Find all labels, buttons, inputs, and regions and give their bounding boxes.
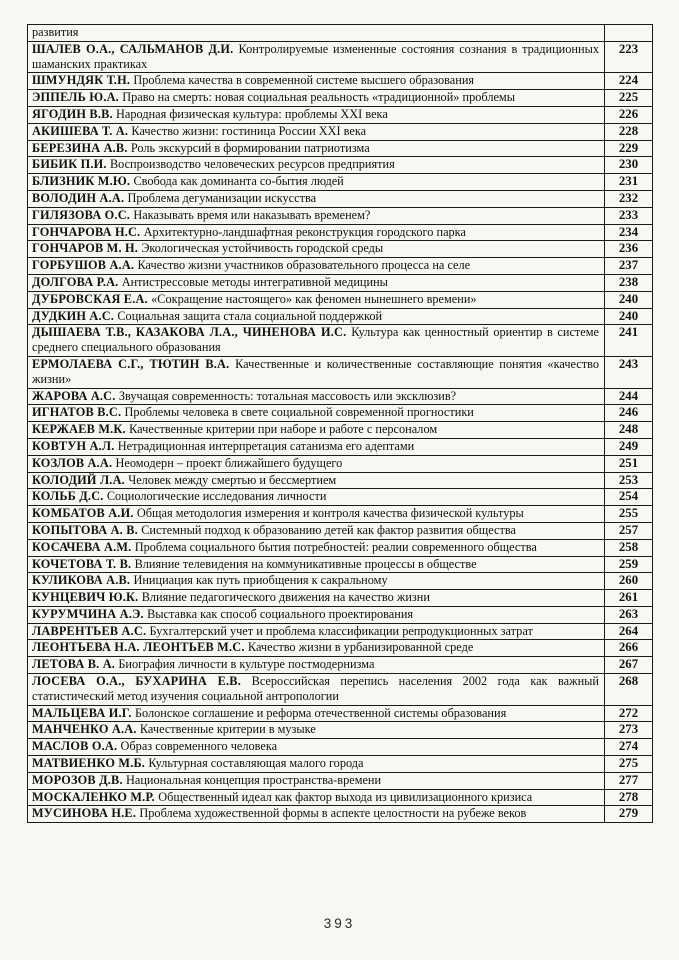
entry-authors: БИБИК П.И. — [32, 157, 110, 172]
entry-cell — [28, 556, 605, 573]
entry-title: «Сокращение настоящего» как феномен нынешнего времени» — [151, 291, 477, 306]
entry-page: 261 — [605, 590, 653, 607]
table-row — [28, 422, 653, 439]
entry-page: 259 — [605, 556, 653, 573]
entry-page: 257 — [605, 522, 653, 539]
entry-page: 255 — [605, 506, 653, 523]
table-row — [28, 274, 653, 291]
entry-page: 233 — [605, 207, 653, 224]
table-row — [28, 722, 653, 739]
entry-cell — [28, 207, 605, 224]
toc-table — [27, 24, 653, 823]
entry-page: 264 — [605, 623, 653, 640]
table-row — [28, 573, 653, 590]
entry-cell — [28, 489, 605, 506]
entry-cell — [28, 241, 605, 258]
entry-authors: МАТВИЕНКО М.Б. — [32, 756, 149, 771]
entry-cell — [28, 506, 605, 523]
table-row — [28, 241, 653, 258]
entry-cell — [28, 623, 605, 640]
table-row — [28, 157, 653, 174]
entry-authors: ИГНАТОВ В.С. — [32, 405, 125, 420]
entry-cell — [28, 157, 605, 174]
entry-authors: КОЧЕТОВА Т. В. — [32, 556, 135, 571]
entry-authors: КУНЦЕВИЧ Ю.К. — [32, 590, 142, 605]
entry-authors: КОМБАТОВ А.И. — [32, 506, 137, 521]
entry-title: Бухгалтерский учет и проблема классификации репродукционных затрат — [149, 623, 533, 638]
entry-cell — [28, 25, 605, 42]
entry-cell — [28, 590, 605, 607]
entry-page: 226 — [605, 106, 653, 123]
table-row — [28, 207, 653, 224]
entry-cell — [28, 573, 605, 590]
table-row — [28, 258, 653, 275]
entry-page: 254 — [605, 489, 653, 506]
entry-cell — [28, 224, 605, 241]
entry-title: Культурная составляющая малого города — [148, 756, 364, 771]
entry-authors: КОСАЧЕВА А.М. — [32, 539, 135, 554]
entry-cell — [28, 438, 605, 455]
entry-page: 232 — [605, 190, 653, 207]
entry-cell — [28, 705, 605, 722]
entry-title: Всероссийская перепись населения 2002 года как важный статистический метод изучения социальной антропологии — [32, 674, 599, 703]
entry-cell — [28, 789, 605, 806]
entry-title: развития — [32, 25, 79, 39]
entry-title: Антистрессовые методы интегративной медицины — [121, 274, 388, 289]
table-row — [28, 41, 653, 73]
entry-cell — [28, 291, 605, 308]
entry-authors: ШМУНДЯК Т.Н. — [32, 73, 134, 88]
entry-cell — [28, 657, 605, 674]
entry-page: 241 — [605, 325, 653, 357]
table-row — [28, 224, 653, 241]
entry-cell — [28, 325, 605, 357]
entry-cell — [28, 140, 605, 157]
entry-cell — [28, 274, 605, 291]
entry-title: Нетрадиционная интерпретация сатанизма его адептами — [117, 438, 415, 453]
entry-page: 240 — [605, 291, 653, 308]
entry-title: Образ современного человека — [120, 739, 278, 754]
entry-authors: ЕРМОЛАЕВА С.Г., ТЮТИН В.А. — [32, 356, 236, 371]
table-row — [28, 556, 653, 573]
entry-page: 273 — [605, 722, 653, 739]
footer-page-number: 393 — [323, 916, 356, 931]
table-row — [28, 657, 653, 674]
entry-cell — [28, 405, 605, 422]
entry-authors: ГИЛЯЗОВА О.С. — [32, 207, 134, 222]
entry-title: Качество жизни в урбанизированной среде — [247, 640, 474, 655]
entry-title: Звучащая современность: тотальная массовость или эксклюзив? — [118, 388, 457, 403]
entry-title: Общественный идеал как фактор выхода из цивилизационного кризиса — [158, 789, 533, 804]
table-row — [28, 405, 653, 422]
entry-cell — [28, 258, 605, 275]
table-row — [28, 308, 653, 325]
entry-page: 223 — [605, 41, 653, 73]
table-row — [28, 522, 653, 539]
table-row — [28, 388, 653, 405]
entry-title: Воспроизводство человеческих ресурсов предприятия — [109, 157, 395, 172]
entry-title: Проблема качества в современной системе высшего образования — [133, 73, 475, 88]
entry-page: 246 — [605, 405, 653, 422]
entry-title: Народная физическая культура: проблемы XXI века — [116, 106, 388, 121]
entry-authors: БЕРЕЗИНА А.В. — [32, 140, 131, 155]
entry-authors: МУСИНОВА Н.Е. — [32, 806, 140, 821]
entry-cell — [28, 90, 605, 107]
entry-cell — [28, 190, 605, 207]
entry-page: 274 — [605, 739, 653, 756]
entry-title: Инициация как путь приобщения к сакральному — [133, 573, 388, 588]
entry-page: 240 — [605, 308, 653, 325]
table-row — [28, 806, 653, 823]
entry-page: 253 — [605, 472, 653, 489]
table-row — [28, 438, 653, 455]
entry-authors: ЛЕОНТЬЕВА Н.А. ЛЕОНТЬЕВ М.С. — [32, 640, 248, 655]
entry-title: Наказывать время или наказывать временем? — [133, 207, 371, 222]
entry-page: 251 — [605, 455, 653, 472]
entry-page: 266 — [605, 640, 653, 657]
entry-authors: ВОЛОДИН А.А. — [32, 190, 128, 205]
entry-title: Проблема дегуманизации искусства — [127, 190, 317, 205]
entry-authors: ДУДКИН А.С. — [32, 308, 118, 323]
entry-title: Качество жизни участников образовательного процесса на селе — [137, 258, 471, 273]
entry-title: Болонское соглашение и реформа отечественной системы образования — [134, 705, 507, 720]
entry-authors: ЛАВРЕНТЬЕВ А.С. — [32, 623, 150, 638]
entry-authors: ГОНЧАРОВА Н.С. — [32, 224, 144, 239]
entry-title: Национальная концепция пространства-времени — [126, 772, 382, 787]
entry-page: 244 — [605, 388, 653, 405]
entry-title: Право на смерть: новая социальная реальность «традиционной» проблемы — [122, 90, 515, 105]
entry-page: 272 — [605, 705, 653, 722]
entry-authors: КУРУМЧИНА А.Э. — [32, 606, 148, 621]
table-row — [28, 640, 653, 657]
entry-page: 249 — [605, 438, 653, 455]
entry-title: Проблема социального бытия потребностей: реалии современного общества — [134, 539, 537, 554]
entry-cell — [28, 606, 605, 623]
entry-title: Роль экскурсий в формировании патриотизма — [130, 140, 370, 155]
entry-page: 268 — [605, 674, 653, 706]
entry-page: 230 — [605, 157, 653, 174]
entry-authors: МОРОЗОВ Д.В. — [32, 772, 126, 787]
entry-page: 267 — [605, 657, 653, 674]
entry-authors: АКИШЕВА Т. А. — [32, 123, 132, 138]
entry-title: Влияние педагогического движения на качество жизни — [141, 590, 430, 605]
table-row — [28, 539, 653, 556]
entry-cell — [28, 539, 605, 556]
table-row — [28, 73, 653, 90]
entry-page: 279 — [605, 806, 653, 823]
entry-cell — [28, 674, 605, 706]
entry-authors: ДОЛГОВА Р.А. — [32, 274, 122, 289]
entry-cell — [28, 388, 605, 405]
entry-page: 231 — [605, 174, 653, 191]
entry-authors: МОСКАЛЕНКО М.Р. — [32, 789, 159, 804]
entry-cell — [28, 123, 605, 140]
entry-page — [605, 25, 653, 42]
toc-table-body — [28, 25, 653, 823]
entry-title: Общая методология измерения и контроля качества физической культуры — [136, 506, 524, 521]
entry-cell — [28, 640, 605, 657]
entry-cell — [28, 41, 605, 73]
entry-page: 248 — [605, 422, 653, 439]
entry-page: 243 — [605, 356, 653, 388]
entry-title: Культура как ценностный ориентир в системе среднего специального образования — [32, 325, 599, 355]
entry-title: Неомодерн – проект ближайшего будущего — [115, 455, 343, 470]
entry-authors: МАЛЬЦЕВА И.Г. — [32, 705, 135, 720]
entry-cell — [28, 356, 605, 388]
entry-page: 237 — [605, 258, 653, 275]
entry-authors: ДУБРОВСКАЯ Е.А. — [32, 291, 152, 306]
entry-authors: МАСЛОВ О.А. — [32, 739, 121, 754]
entry-page: 234 — [605, 224, 653, 241]
table-row — [28, 455, 653, 472]
entry-cell — [28, 772, 605, 789]
table-row — [28, 772, 653, 789]
entry-authors: КОЗЛОВ А.А. — [32, 455, 116, 470]
entry-cell — [28, 422, 605, 439]
entry-title: Контролируемые измененные состояния сознания в традиционных шаманских практиках — [32, 41, 599, 71]
entry-title: Экологическая устойчивость городской среды — [141, 241, 384, 256]
entry-title: Биография личности в культуре постмодернизма — [118, 657, 375, 672]
entry-page: 258 — [605, 539, 653, 556]
entry-authors: ДЫШАЕВА Т.В., КАЗАКОВА Л.А., ЧИНЕНОВА И.С. — [32, 325, 352, 340]
entry-authors: ГОНЧАРОВ М. Н. — [32, 241, 142, 256]
entry-page: 238 — [605, 274, 653, 291]
entry-title: Человек между смертью и бессмертием — [128, 472, 337, 487]
entry-page: 263 — [605, 606, 653, 623]
entry-title: Качественные критерии в музыке — [139, 722, 316, 737]
table-row — [28, 623, 653, 640]
entry-cell — [28, 756, 605, 773]
entry-authors: КУЛИКОВА А.В. — [32, 573, 134, 588]
entry-authors: МАНЧЕНКО А.А. — [32, 722, 140, 737]
table-row — [28, 705, 653, 722]
entry-title: Проблемы человека в свете социальной современной прогностики — [124, 405, 474, 420]
entry-authors: КОЛОДИЙ Л.А. — [32, 472, 129, 487]
entry-cell — [28, 472, 605, 489]
entry-authors: КОПЫТОВА А. В. — [32, 522, 142, 537]
table-row — [28, 106, 653, 123]
entry-title: Социальная защита стала социальной поддержкой — [117, 308, 383, 323]
table-row — [28, 739, 653, 756]
entry-page: 277 — [605, 772, 653, 789]
table-row — [28, 140, 653, 157]
entry-cell — [28, 455, 605, 472]
table-row — [28, 190, 653, 207]
entry-authors: ЭППЕЛЬ Ю.А. — [32, 90, 123, 105]
table-row — [28, 674, 653, 706]
entry-page: 225 — [605, 90, 653, 107]
entry-title: Качественные и количественные составляющие понятия «качество жизни» — [32, 356, 599, 386]
entry-authors: КОВТУН А.Л. — [32, 438, 118, 453]
table-row — [28, 90, 653, 107]
table-row — [28, 123, 653, 140]
entry-page: 260 — [605, 573, 653, 590]
entry-authors: ГОРБУШОВ А.А. — [32, 258, 138, 273]
entry-page: 275 — [605, 756, 653, 773]
table-row — [28, 472, 653, 489]
entry-authors: ЛОСЕВА О.А., БУХАРИНА Е.В. — [32, 674, 252, 689]
entry-title: Качественные критерии при наборе и работе с персоналом — [129, 422, 438, 437]
entry-cell — [28, 522, 605, 539]
entry-title: Социологические исследования личности — [106, 489, 327, 504]
table-row — [28, 25, 653, 42]
entry-title: Качество жизни: гостиница России XXI века — [131, 123, 367, 138]
table-row — [28, 489, 653, 506]
entry-authors: КЕРЖАЕВ М.К. — [32, 422, 130, 437]
table-row — [28, 356, 653, 388]
entry-cell — [28, 308, 605, 325]
entry-authors: КОЛЬБ Д.С. — [32, 489, 107, 504]
entry-authors: БЛИЗНИК М.Ю. — [32, 174, 134, 189]
table-row — [28, 291, 653, 308]
entry-page: 236 — [605, 241, 653, 258]
entry-authors: ЖАРОВА А.С. — [32, 388, 119, 403]
entry-page: 278 — [605, 789, 653, 806]
entry-title: Выставка как способ социального проектирования — [147, 606, 414, 621]
table-row — [28, 506, 653, 523]
entry-cell — [28, 73, 605, 90]
entry-title: Системный подход к образованию детей как фактор развития общества — [141, 522, 516, 537]
table-row — [28, 756, 653, 773]
entry-title: Влияние телевидения на коммуникативные процессы в обществе — [134, 556, 477, 571]
entry-authors: ЯГОДИН В.В. — [32, 106, 117, 121]
entry-cell — [28, 806, 605, 823]
entry-cell — [28, 739, 605, 756]
entry-authors: ШАЛЕВ О.А., САЛЬМАНОВ Д.И. — [32, 41, 239, 56]
table-row — [28, 606, 653, 623]
table-row — [28, 174, 653, 191]
entry-page: 228 — [605, 123, 653, 140]
entry-page: 224 — [605, 73, 653, 90]
entry-cell — [28, 106, 605, 123]
entry-authors: ЛЕТОВА В. А. — [32, 657, 119, 672]
entry-title: Архитектурно-ландшафтная реконструкция городского парка — [143, 224, 466, 239]
entry-page: 229 — [605, 140, 653, 157]
table-row — [28, 325, 653, 357]
table-row — [28, 789, 653, 806]
entry-cell — [28, 722, 605, 739]
entry-cell — [28, 174, 605, 191]
entry-title: Свобода как доминанта со-бытия людей — [133, 174, 344, 189]
table-row — [28, 590, 653, 607]
entry-title: Проблема художественной формы в аспекте целостности на рубеже веков — [139, 806, 527, 821]
